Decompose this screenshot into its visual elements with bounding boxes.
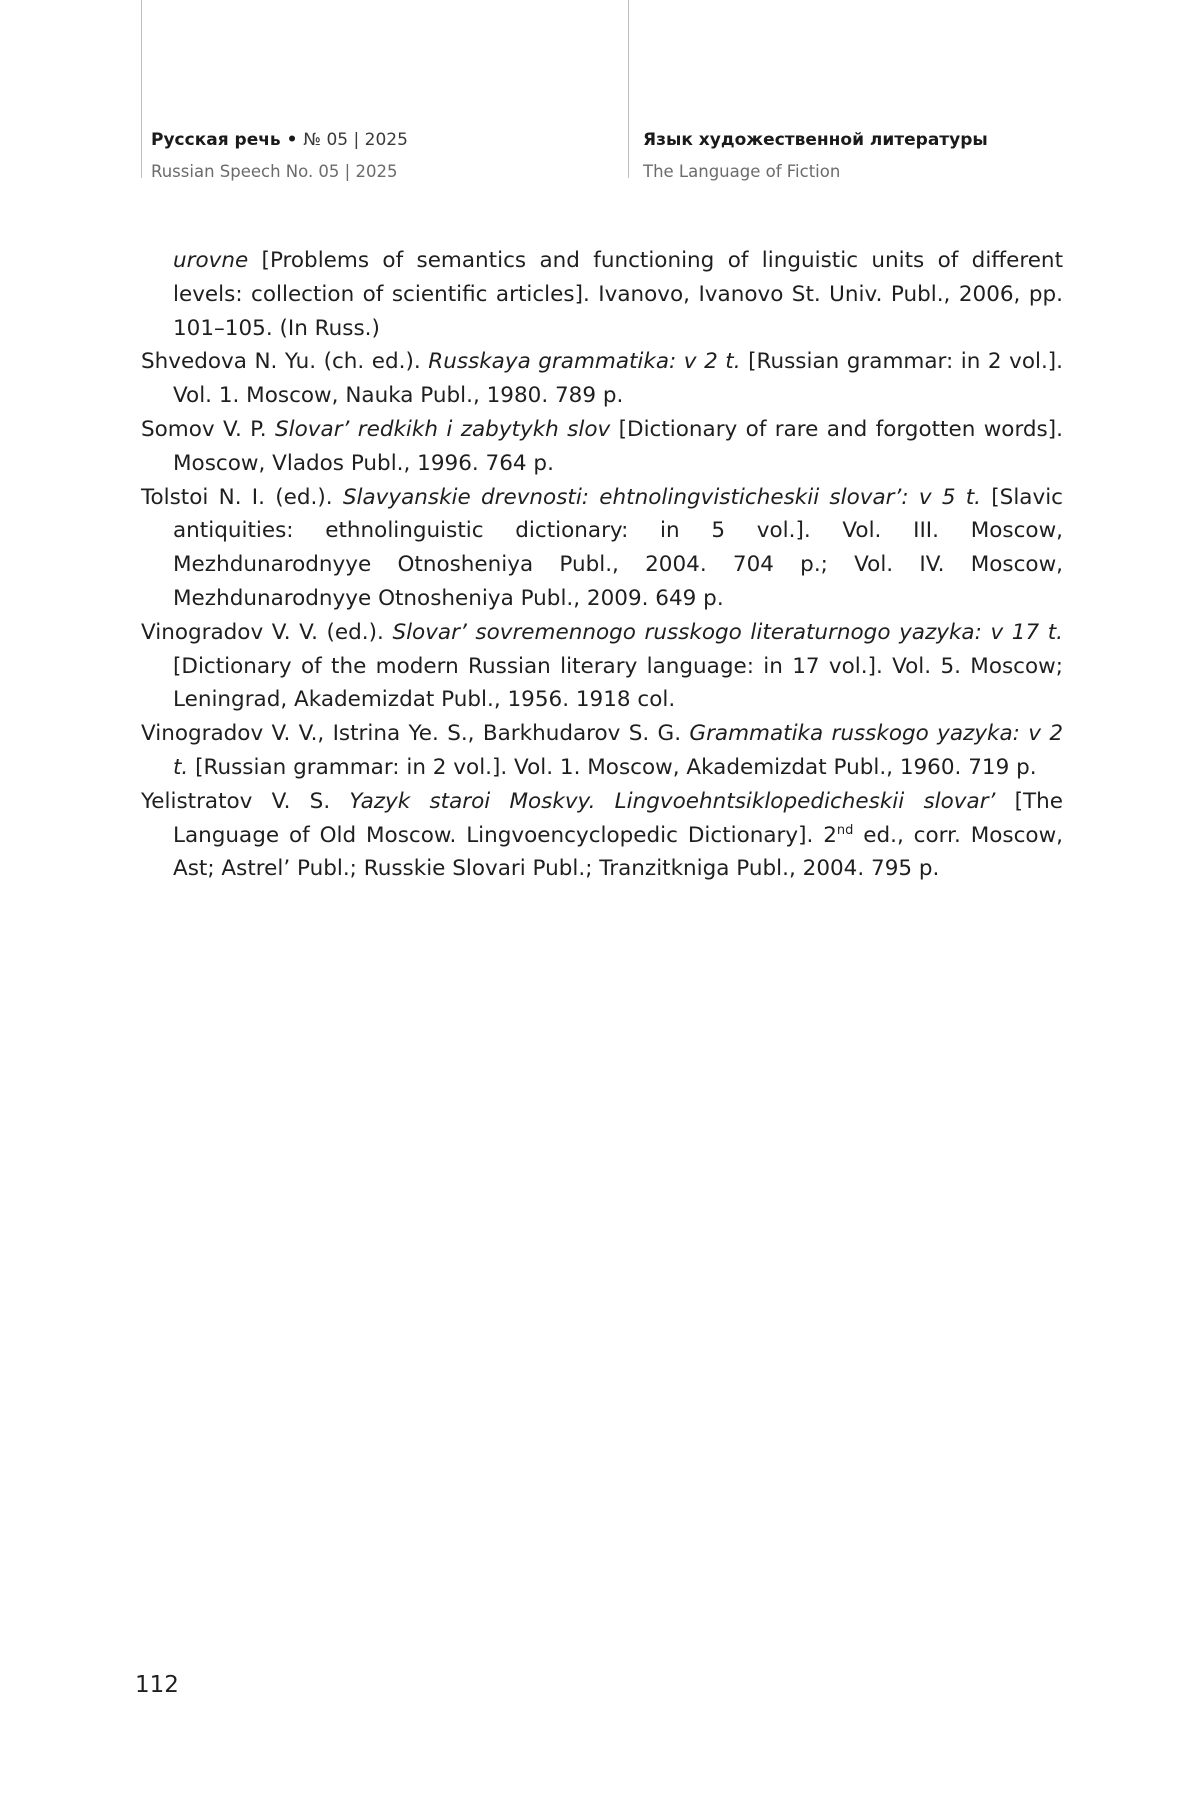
reference-item: Somov V. P. Slovar’ redkikh i zabytykh slov [Dictionary of rare and forgotten words]. Moscow, Vlados Publ., 1996. 764 p.: [141, 416, 1063, 476]
header-divider-middle: [628, 0, 629, 178]
reference-item: Yelistratov V. S. Yazyk staroi Moskvy. Lingvoehntsiklopedicheskii slovar’ [The Language of Old Moscow. Lingvoencyclopedic Dictionary]. 2nd ed., corr. Moscow, Ast; Astrel’ Publ.; Russkie Slovari Publ.; Tranzitkniga Publ., 2004. 795 p.: [141, 788, 1063, 882]
reference-item: Shvedova N. Yu. (ch. ed.). Russkaya grammatika: v 2 t. [Russian grammar: in 2 vol.]. Vol. 1. Moscow, Nauka Publ., 1980. 789 p.: [141, 349, 1063, 409]
journal-name-en: Russian Speech No. 05 | 2025: [151, 162, 398, 181]
reference-list: [141, 244, 1063, 886]
reference-item: Vinogradov V. V. (ed.). Slovar’ sovremennogo russkogo literaturnogo yazyka: v 17 t. [Dictionary of the modern Russian literary language: in 17 vol.]. Vol. 5. Moscow; Leningrad, Akademizdat Publ., 1956. 1918 col.: [141, 619, 1063, 713]
reference-item: Tolstoi N. I. (ed.). Slavyanskie drevnosti: ehtnolingvisticheskii slovar’: v 5 t. [Slavic antiquities: ethnolinguistic dictionary: in 5 vol.]. Vol. III. Moscow, Mezhdunarodnyye Otnosheniya Publ., 2004. 704 p.; Vol. IV. Moscow, Mezhdunarodnyye Otnosheniya Publ., 2009. 649 p.: [141, 484, 1063, 611]
journal-title-line: [151, 124, 408, 156]
reference-item: Vinogradov V. V., Istrina Ye. S., Barkhudarov S. G. Grammatika russkogo yazyka: v 2 t. [Russian grammar: in 2 vol.]. Vol. 1. Moscow, Akademizdat Publ., 1960. 719 p.: [141, 721, 1064, 780]
header-divider-left: [141, 0, 142, 178]
section-header: [643, 124, 988, 188]
reference-item: urovne [Problems of semantics and functioning of linguistic units of different levels: collection of scientific articles]. Ivanovo, Ivanovo St. Univ. Publ., 2006, pp. 101–105. (In Russ.): [173, 248, 1063, 341]
section-title-en: The Language of Fiction: [643, 162, 841, 181]
section-title-ru: Язык художественной литературы: [643, 130, 988, 150]
page-number: 112: [135, 1672, 179, 1698]
header-bullet: •: [280, 130, 304, 150]
journal-header: [151, 124, 408, 188]
journal-name-ru: Русская речь: [151, 130, 281, 150]
journal-issue-ru: № 05 | 2025: [303, 130, 408, 150]
